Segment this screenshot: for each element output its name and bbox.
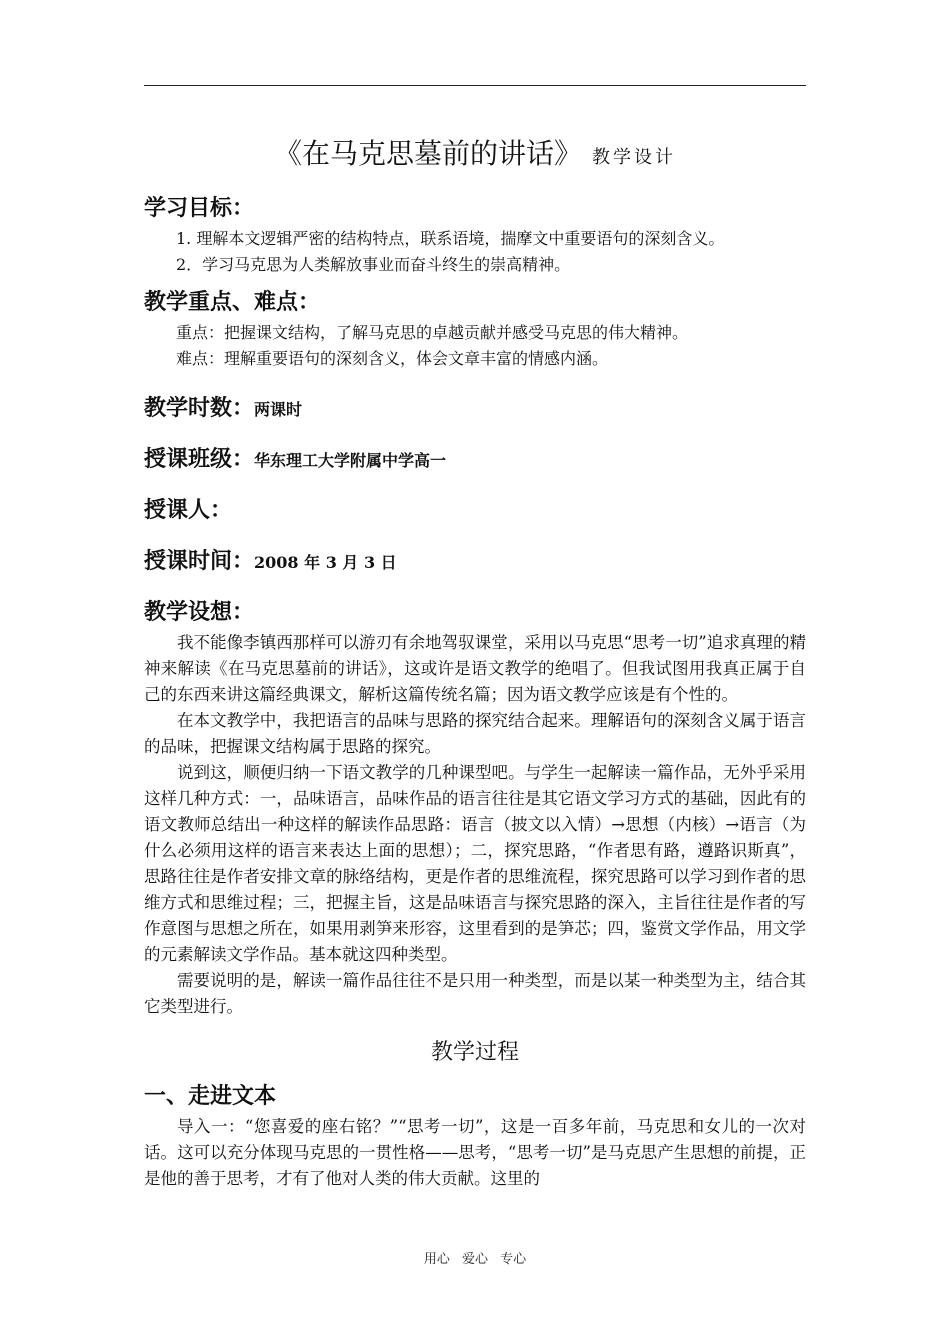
- teacher-row: [144, 494, 806, 529]
- hours-row: [144, 392, 806, 427]
- objectives-heading: 学习目标：: [144, 196, 255, 221]
- document-page: [144, 118, 806, 1192]
- objective-item: 2．学习马克思为人类解放事业而奋斗终生的崇高精神。: [176, 255, 571, 274]
- concept-paragraph: 需要说明的是，解读一篇作品往往不是只用一种类型，而是以某一种类型为主，结合其它类型进行。: [144, 971, 806, 1016]
- objectives-list: [144, 226, 806, 278]
- key-points-list: [144, 320, 806, 372]
- page-footer: 用心 爱心 专心: [423, 1252, 527, 1267]
- document-title: [144, 134, 806, 178]
- concept-paragraph: 在本文教学中，我把语言的品味与思路的探究结合起来。理解语句的深刻含义属于语言的品味，把握课文结构属于思路的探究。: [144, 711, 806, 756]
- key-points-heading: 教学重点、难点：: [144, 290, 321, 315]
- header-rule: [144, 85, 806, 86]
- title-sub: 教学设计: [592, 147, 676, 168]
- class-label: 授课班级：: [144, 447, 255, 472]
- section1-heading: 一、走进文本: [144, 1084, 277, 1109]
- concept-heading: 教学设想：: [144, 600, 255, 625]
- date-row: [144, 545, 806, 580]
- date-label: 授课时间：: [144, 549, 255, 574]
- key-point-item: 难点：理解重要语句的深刻含义，体会文章丰富的情感内涵。: [176, 349, 609, 368]
- key-point-item: 重点：把握课文结构，了解马克思的卓越贡献并感受马克思的伟大精神。: [176, 323, 689, 342]
- hours-label: 教学时数：: [144, 396, 255, 421]
- section1-paragraph: 导入一：“您喜爱的座右铭？”“思考一切”，这是一百多年前，马克思和女儿的一次对话。这可以充分体现马克思的一贯性格——思考，“思考一切”是马克思产生思想的前提，正是他的善于思考，才有了他对人类的伟大贡献。这里的: [144, 1117, 806, 1188]
- title-main: 《在马克思墓前的讲话》: [273, 137, 582, 170]
- class-row: [144, 443, 806, 478]
- date-value: 2008 年 3 月 3 日: [254, 553, 397, 572]
- hours-value: 两课时: [254, 400, 303, 419]
- objective-item: 1. 理解本文逻辑严密的结构特点，联系语境，揣摩文中重要语句的深刻含义。: [176, 229, 725, 248]
- process-heading: 教学过程: [430, 1040, 519, 1065]
- class-value: 华东理工大学附属中学高一: [254, 451, 447, 470]
- concept-paragraph: 我不能像李镇西那样可以游刃有余地驾驭课堂，采用以马克思“思考一切”追求真理的精神来解读《在马克思墓前的讲话》，这或许是语文教学的绝唱了。但我试图用我真正属于自己的东西来讲这篇经典课文，解析这篇传统名篇；因为语文教学应该是有个性的。: [144, 633, 806, 704]
- concept-paragraph: 说到这，顺便归纳一下语文教学的几种课型吧。与学生一起解读一篇作品，无外乎采用这样几种方式：一，品味语言，品味作品的语言往往是其它语文学习方式的基础，因此有的语文教师总结出一种这样的解读作品思路：语言（披文以入情）→思想（内核）→语言（为什么必须用这样的语言来表达上面的思想）；二，探究思路，“作者思有路，遵路识斯真”，思路往往是作者安排文章的脉络结构，更是作者的思维流程，探究思路可以学习到作者的思维方式和思维过程；三，把握主旨，这是品味语言与探究思路的深入，主旨往往是作者的写作意图与思想之所在，如果用剥笋来形容，这里看到的是笋芯；四，鉴赏文学作品，用文学的元素解读文学作品。基本就这四种类型。: [144, 763, 806, 964]
- teacher-label: 授课人：: [144, 498, 233, 523]
